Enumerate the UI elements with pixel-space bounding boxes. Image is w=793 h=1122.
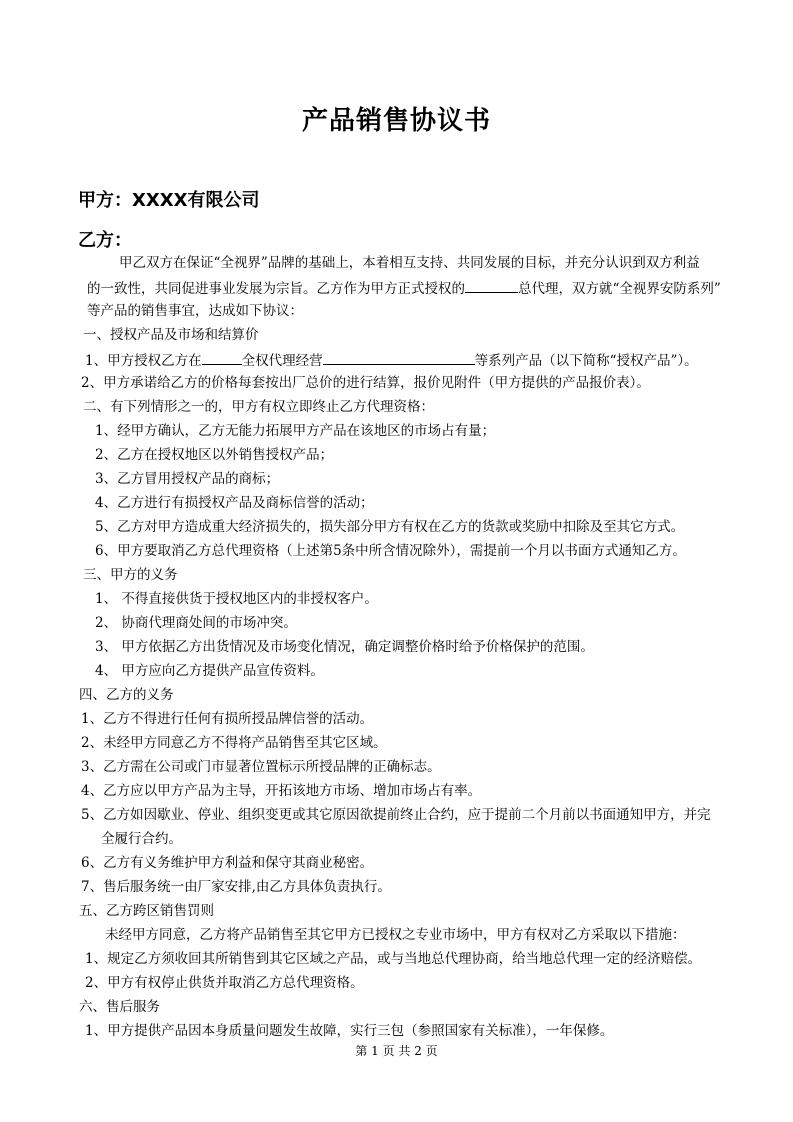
clause-line: 2、未经甲方同意乙方不得将产品销售至其它区域。 <box>81 735 387 751</box>
clause-line: 6、甲方要取消乙方总代理资格（上述第5条中所含情况除外），需提前一个月以书面方式通知乙方。 <box>95 543 686 559</box>
intro-line-2 <box>87 278 721 298</box>
section-heading: 六、售后服务 <box>79 999 160 1015</box>
clause-text: 1、甲方授权乙方在 <box>85 353 202 369</box>
clause-line: 2、甲方有权停止供货并取消乙方总代理资格。 <box>85 975 364 991</box>
section-heading: 四、乙方的义务 <box>79 687 174 703</box>
blank-line <box>465 278 518 293</box>
clause-line: 3、乙方需在公司或门市显著位置标示所授品牌的正确标志。 <box>81 759 441 775</box>
clause-line: 4、 甲方应向乙方提供产品宣传资料。 <box>95 663 324 679</box>
intro-line-2-text-a: 的一致性，共同促进事业发展为宗旨。乙方作为甲方正式授权的 <box>87 281 465 297</box>
clause-line: 1、规定乙方须收回其所销售到其它区域之产品，或与当地总代理协商，给当地总代理一定的经济赔偿。 <box>85 951 702 967</box>
section-heading: 五、乙方跨区销售罚则 <box>79 903 214 919</box>
clause-line: 1、甲方提供产品因本身质量问题发生故障，实行三包（参照国家有关标准），一年保修。 <box>85 1023 614 1039</box>
clause-line: 未经甲方同意，乙方将产品销售至其它甲方已授权之专业市场中，甲方有权对乙方采取以下措施： <box>105 927 686 943</box>
clause-line: 3、乙方冒用授权产品的商标； <box>95 471 280 487</box>
blank-line <box>202 350 242 365</box>
clause-line: 4、乙方应以甲方产品为主导，开拓该地方市场、增加市场占有率。 <box>81 783 482 799</box>
blank-line <box>323 350 475 365</box>
party-a: 甲方：XXXX有限公司 <box>78 190 260 211</box>
intro-line-3: 等产品的销售事宜，达成如下协议： <box>87 303 303 319</box>
clause-line: 2、 协商代理商处间的市场冲突。 <box>95 615 297 631</box>
clause-line: 全履行合约。 <box>101 831 182 847</box>
clause-line: 2、甲方承诺给乙方的价格每套按出厂总价的进行结算，报价见附件（甲方提供的产品报价表）。 <box>81 375 650 391</box>
clause-line: 7、售后服务统一由厂家安排,由乙方具体负责执行。 <box>81 879 391 895</box>
clause-text: 等系列产品（以下简称“授权产品”）。 <box>474 353 698 369</box>
clause-line: 1、乙方不得进行任何有损所授品牌信誉的活动。 <box>81 711 374 727</box>
section-heading: 一、授权产品及市场和结算价 <box>83 327 259 343</box>
clause-line: 5、乙方对甲方造成重大经济损失的，损失部分甲方有权在乙方的货款或奖励中扣除及至其它方式。 <box>95 519 685 535</box>
page-footer: 第 1 页 共 2 页 <box>355 1044 438 1058</box>
party-b: 乙方： <box>78 230 132 251</box>
clause-line: 1、 不得直接供货于授权地区内的非授权客户。 <box>95 591 378 607</box>
clause-line: 2、乙方在授权地区以外销售授权产品； <box>95 447 334 463</box>
clause-line <box>85 350 698 370</box>
intro-line-1: 甲乙双方在保证“全视界”品牌的基础上，本着相互支持、共同发展的目标，并充分认识到双方利益 <box>119 255 700 271</box>
clause-line: 4、乙方进行有损授权产品及商标信誉的活动； <box>95 495 374 511</box>
clause-text: 全权代理经营 <box>241 353 323 369</box>
clause-line: 1、经甲方确认，乙方无能力拓展甲方产品在该地区的市场占有量； <box>95 423 496 439</box>
clause-line: 6、乙方有义务维护甲方利益和保守其商业秘密。 <box>81 855 374 871</box>
clause-line: 5、乙方如因歇业、停业、组织变更或其它原因欲提前终止合约，应于提前二个月前以书面通知甲方，并完 <box>81 807 711 823</box>
section-heading: 三、甲方的义务 <box>83 567 178 583</box>
document-title: 产品销售协议书 <box>301 106 491 136</box>
section-heading: 二、有下列情形之一的，甲方有权立即终止乙方代理资格： <box>83 399 434 415</box>
intro-line-2-text-b: 总代理，双方就“全视界安防系列” <box>518 281 721 297</box>
clause-line: 3、 甲方依据乙方出货情况及市场变化情况，确定调整价格时给予价格保护的范围。 <box>95 639 594 655</box>
